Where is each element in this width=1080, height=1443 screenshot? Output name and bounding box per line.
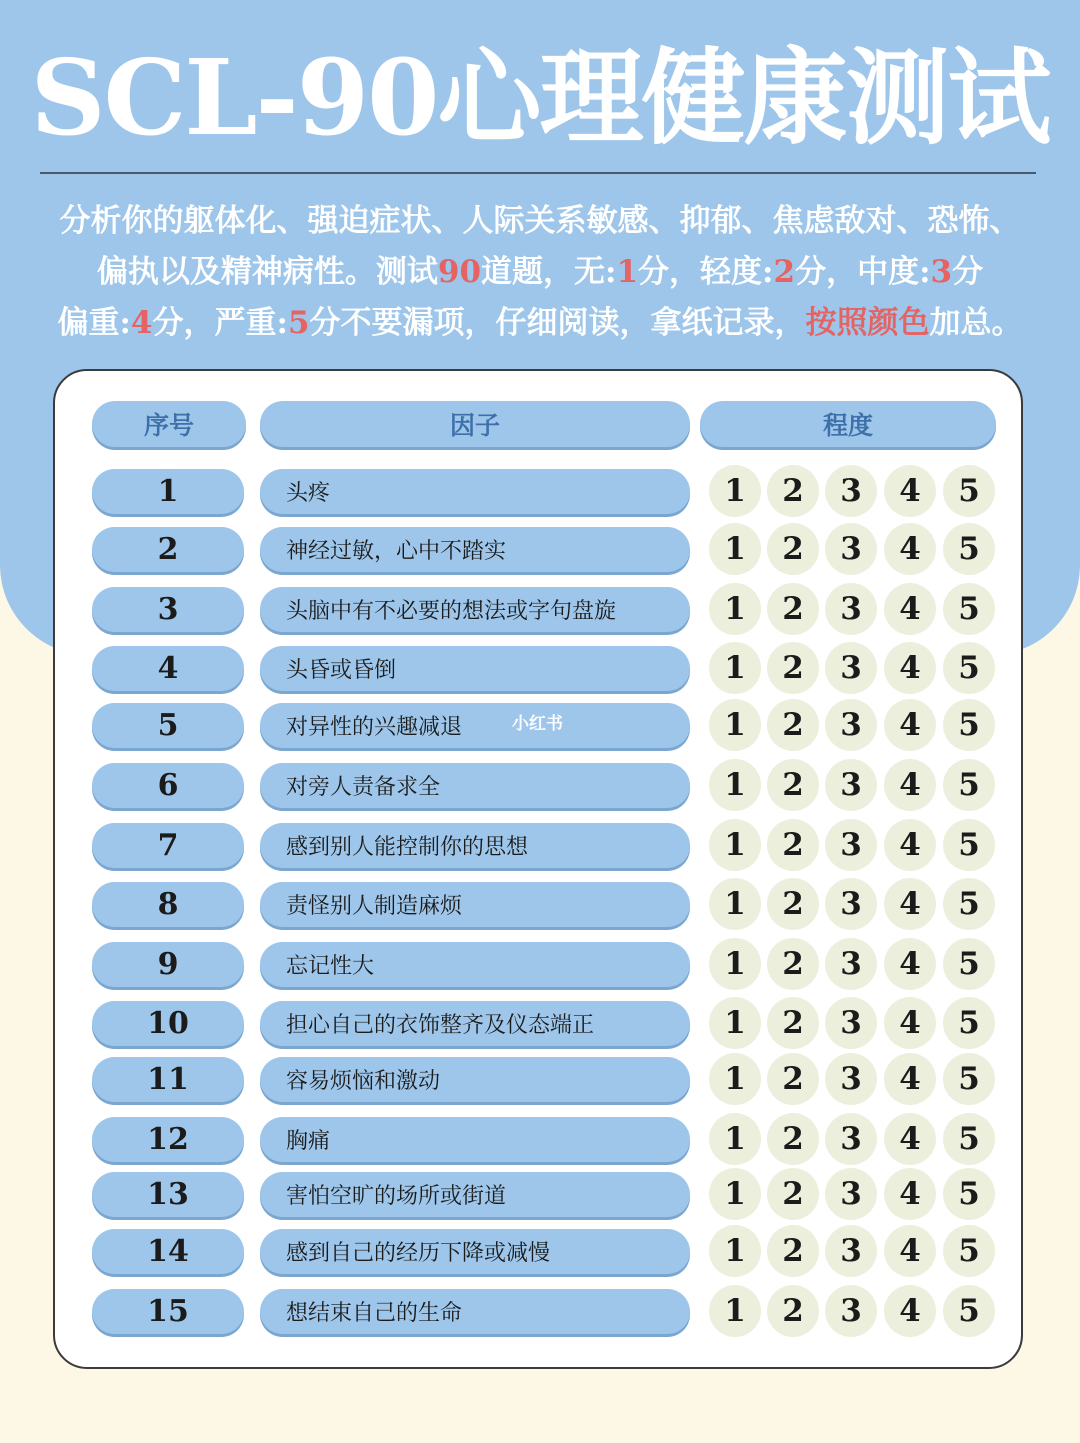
row-number: 4 bbox=[92, 646, 244, 691]
row-number: 15 bbox=[92, 1289, 244, 1334]
page-title: SCL-90心理健康测试 bbox=[30, 36, 1050, 159]
row-number: 10 bbox=[92, 1001, 244, 1046]
header-degree: 程度 bbox=[700, 401, 996, 447]
description-text: 分 bbox=[952, 254, 984, 290]
description-text: 分，中度: bbox=[795, 254, 931, 290]
degree-option-1[interactable]: 1 bbox=[709, 819, 761, 871]
degree-option-2[interactable]: 2 bbox=[767, 997, 819, 1049]
degree-option-1[interactable]: 1 bbox=[709, 523, 761, 575]
degree-option-2[interactable]: 2 bbox=[767, 699, 819, 751]
degree-option-2[interactable]: 2 bbox=[767, 1225, 819, 1277]
degree-option-4[interactable]: 4 bbox=[884, 997, 936, 1049]
degree-option-1[interactable]: 1 bbox=[709, 465, 761, 517]
degree-option-3[interactable]: 3 bbox=[825, 938, 877, 990]
degree-option-5[interactable]: 5 bbox=[943, 1053, 995, 1105]
description-text: 分，严重: bbox=[152, 305, 288, 341]
degree-option-1[interactable]: 1 bbox=[709, 583, 761, 635]
row-number: 7 bbox=[92, 823, 244, 868]
degree-option-2[interactable]: 2 bbox=[767, 642, 819, 694]
title-divider bbox=[40, 172, 1036, 174]
degree-option-4[interactable]: 4 bbox=[884, 583, 936, 635]
degree-option-4[interactable]: 4 bbox=[884, 523, 936, 575]
degree-option-4[interactable]: 4 bbox=[884, 878, 936, 930]
degree-option-5[interactable]: 5 bbox=[943, 583, 995, 635]
degree-option-4[interactable]: 4 bbox=[884, 819, 936, 871]
row-factor: 忘记性大 bbox=[260, 942, 690, 987]
degree-option-3[interactable]: 3 bbox=[825, 1285, 877, 1337]
highlight-text: 2 bbox=[773, 254, 796, 290]
questionnaire-card bbox=[53, 369, 1023, 1369]
degree-option-2[interactable]: 2 bbox=[767, 1113, 819, 1165]
degree-option-5[interactable]: 5 bbox=[943, 878, 995, 930]
row-factor: 神经过敏，心中不踏实 bbox=[260, 527, 690, 572]
description-text: 道题，无: bbox=[481, 254, 617, 290]
header-factor: 因子 bbox=[260, 401, 690, 447]
degree-option-1[interactable]: 1 bbox=[709, 699, 761, 751]
description-text: 偏重: bbox=[57, 305, 131, 341]
description-line-1: 分析你的躯体化、强迫症状、人际关系敏感、抑郁、焦虑敌对、恐怖、 bbox=[59, 203, 1021, 239]
row-number: 5 bbox=[92, 703, 244, 748]
degree-option-5[interactable]: 5 bbox=[943, 1225, 995, 1277]
degree-option-2[interactable]: 2 bbox=[767, 759, 819, 811]
row-number: 14 bbox=[92, 1229, 244, 1274]
degree-option-2[interactable]: 2 bbox=[767, 523, 819, 575]
row-factor: 胸痛 bbox=[260, 1117, 690, 1162]
row-factor: 责怪别人制造麻烦 bbox=[260, 882, 690, 927]
watermark-text: 小红书 bbox=[512, 714, 563, 734]
row-number: 2 bbox=[92, 527, 244, 572]
degree-option-4[interactable]: 4 bbox=[884, 1168, 936, 1220]
degree-option-2[interactable]: 2 bbox=[767, 819, 819, 871]
description-text: 偏执以及精神病性。测试 bbox=[96, 254, 438, 290]
degree-option-1[interactable]: 1 bbox=[709, 1285, 761, 1337]
degree-option-5[interactable]: 5 bbox=[943, 819, 995, 871]
degree-option-5[interactable]: 5 bbox=[943, 938, 995, 990]
degree-option-1[interactable]: 1 bbox=[709, 642, 761, 694]
row-factor: 对异性的兴趣减退 bbox=[260, 703, 690, 748]
degree-option-5[interactable]: 5 bbox=[943, 1285, 995, 1337]
degree-option-3[interactable]: 3 bbox=[825, 878, 877, 930]
description-text: 分，轻度: bbox=[638, 254, 774, 290]
degree-option-4[interactable]: 4 bbox=[884, 1225, 936, 1277]
test-description bbox=[20, 196, 1060, 349]
highlight-text: 4 bbox=[130, 305, 153, 341]
highlight-text: 90 bbox=[437, 254, 482, 290]
description-text: 分不要漏项，仔细阅读，拿纸记录， bbox=[309, 305, 806, 341]
highlight-text: 3 bbox=[930, 254, 953, 290]
degree-option-4[interactable]: 4 bbox=[884, 465, 936, 517]
row-number: 8 bbox=[92, 882, 244, 927]
degree-option-3[interactable]: 3 bbox=[825, 523, 877, 575]
highlight-text: 1 bbox=[616, 254, 639, 290]
degree-option-5[interactable]: 5 bbox=[943, 523, 995, 575]
degree-option-3[interactable]: 3 bbox=[825, 642, 877, 694]
row-factor: 感到别人能控制你的思想 bbox=[260, 823, 690, 868]
degree-option-2[interactable]: 2 bbox=[767, 1285, 819, 1337]
degree-option-4[interactable]: 4 bbox=[884, 1053, 936, 1105]
row-number: 12 bbox=[92, 1117, 244, 1162]
degree-option-2[interactable]: 2 bbox=[767, 465, 819, 517]
degree-option-4[interactable]: 4 bbox=[884, 1113, 936, 1165]
degree-option-1[interactable]: 1 bbox=[709, 1225, 761, 1277]
degree-option-4[interactable]: 4 bbox=[884, 699, 936, 751]
row-number: 11 bbox=[92, 1057, 244, 1102]
degree-option-2[interactable]: 2 bbox=[767, 583, 819, 635]
degree-option-1[interactable]: 1 bbox=[709, 1168, 761, 1220]
degree-option-1[interactable]: 1 bbox=[709, 997, 761, 1049]
degree-option-4[interactable]: 4 bbox=[884, 1285, 936, 1337]
degree-option-5[interactable]: 5 bbox=[943, 759, 995, 811]
header-number: 序号 bbox=[92, 401, 246, 447]
description-line-2 bbox=[20, 247, 1060, 298]
degree-option-3[interactable]: 3 bbox=[825, 997, 877, 1049]
row-factor: 容易烦恼和激动 bbox=[260, 1057, 690, 1102]
degree-option-5[interactable]: 5 bbox=[943, 1113, 995, 1165]
degree-option-3[interactable]: 3 bbox=[825, 1113, 877, 1165]
degree-option-1[interactable]: 1 bbox=[709, 759, 761, 811]
description-line-3 bbox=[20, 298, 1060, 349]
row-factor: 害怕空旷的场所或街道 bbox=[260, 1172, 690, 1217]
degree-option-3[interactable]: 3 bbox=[825, 699, 877, 751]
description-text: 加总。 bbox=[929, 305, 1023, 341]
row-factor: 对旁人责备求全 bbox=[260, 763, 690, 808]
degree-option-3[interactable]: 3 bbox=[825, 1053, 877, 1105]
row-factor: 感到自己的经历下降或减慢 bbox=[260, 1229, 690, 1274]
degree-option-2[interactable]: 2 bbox=[767, 938, 819, 990]
degree-option-2[interactable]: 2 bbox=[767, 878, 819, 930]
row-number: 1 bbox=[92, 469, 244, 514]
degree-option-1[interactable]: 1 bbox=[709, 938, 761, 990]
degree-option-5[interactable]: 5 bbox=[943, 1168, 995, 1220]
degree-option-3[interactable]: 3 bbox=[825, 1225, 877, 1277]
row-factor: 头疼 bbox=[260, 469, 690, 514]
degree-option-1[interactable]: 1 bbox=[709, 1053, 761, 1105]
row-factor: 头昏或昏倒 bbox=[260, 646, 690, 691]
row-number: 13 bbox=[92, 1172, 244, 1217]
row-factor: 担心自己的衣饰整齐及仪态端正 bbox=[260, 1001, 690, 1046]
degree-option-5[interactable]: 5 bbox=[943, 699, 995, 751]
row-factor: 头脑中有不必要的想法或字句盘旋 bbox=[260, 587, 690, 632]
degree-option-1[interactable]: 1 bbox=[709, 1113, 761, 1165]
row-number: 6 bbox=[92, 763, 244, 808]
degree-option-4[interactable]: 4 bbox=[884, 642, 936, 694]
degree-option-3[interactable]: 3 bbox=[825, 465, 877, 517]
degree-option-5[interactable]: 5 bbox=[943, 642, 995, 694]
degree-option-4[interactable]: 4 bbox=[884, 938, 936, 990]
degree-option-1[interactable]: 1 bbox=[709, 878, 761, 930]
degree-option-3[interactable]: 3 bbox=[825, 1168, 877, 1220]
degree-option-5[interactable]: 5 bbox=[943, 997, 995, 1049]
degree-option-3[interactable]: 3 bbox=[825, 759, 877, 811]
highlight-text: 5 bbox=[287, 305, 310, 341]
row-number: 3 bbox=[92, 587, 244, 632]
highlight-text: 按照颜色 bbox=[805, 305, 930, 341]
degree-option-3[interactable]: 3 bbox=[825, 819, 877, 871]
degree-option-2[interactable]: 2 bbox=[767, 1053, 819, 1105]
row-number: 9 bbox=[92, 942, 244, 987]
row-factor: 想结束自己的生命 bbox=[260, 1289, 690, 1334]
degree-option-3[interactable]: 3 bbox=[825, 583, 877, 635]
degree-option-2[interactable]: 2 bbox=[767, 1168, 819, 1220]
degree-option-4[interactable]: 4 bbox=[884, 759, 936, 811]
degree-option-5[interactable]: 5 bbox=[943, 465, 995, 517]
